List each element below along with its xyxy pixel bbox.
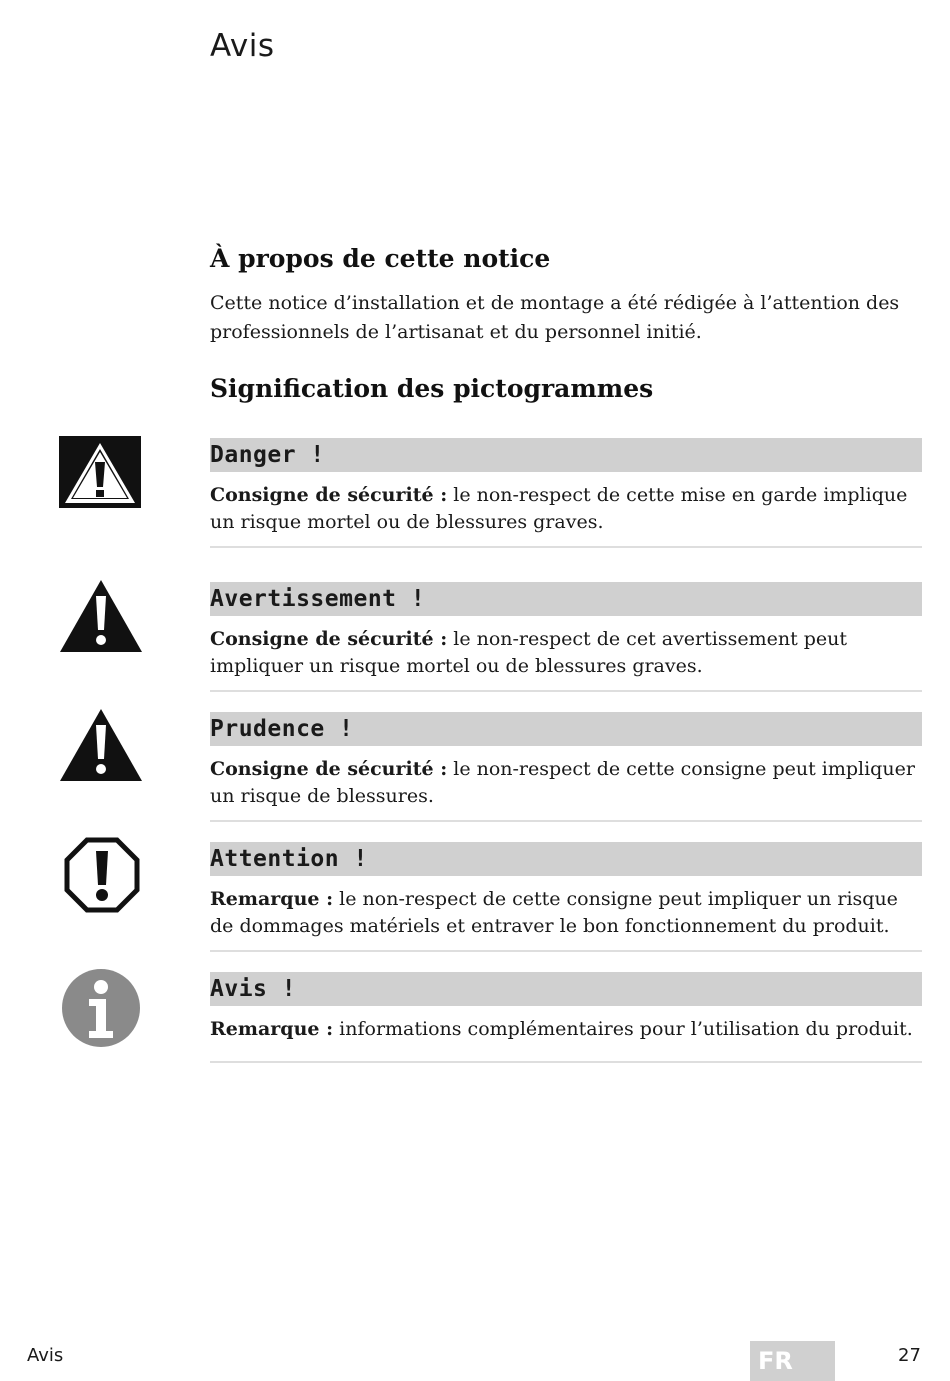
about-heading: À propos de cette notice xyxy=(210,244,551,273)
danger-warning-icon xyxy=(58,435,142,509)
notice-title-danger: Danger ! xyxy=(210,442,325,468)
page-header-title: Avis xyxy=(210,28,275,64)
info-icon xyxy=(61,968,141,1048)
warning-triangle-icon xyxy=(58,578,144,654)
footer-language-badge: FR xyxy=(750,1341,835,1381)
notice-title-caution: Prudence ! xyxy=(210,716,354,742)
notice-danger xyxy=(210,438,922,548)
notice-title-info: Avis ! xyxy=(210,976,297,1002)
notice-body-info: informations complémentaires pour l’utilisation du produit. xyxy=(333,1018,913,1040)
notice-bar-danger xyxy=(210,438,922,472)
pictograms-heading: Signification des pictogrammes xyxy=(210,374,654,403)
notice-label-warning: Consigne de sécurité : xyxy=(210,628,448,650)
footer-page-number: 27 xyxy=(898,1345,921,1366)
notice-label-attention: Remarque : xyxy=(210,888,334,910)
notice-body-attention: le non-respect de cette consigne peut impliquer un risque de dommages matériels et entraver le bon fonctionnement du produit. xyxy=(210,888,898,937)
notice-label-info: Remarque : xyxy=(210,1018,334,1040)
notice-text-caution xyxy=(210,756,922,810)
notice-bar-attention xyxy=(210,842,922,876)
notice-caution xyxy=(210,712,922,822)
notice-body-danger: le non-respect de cette mise en garde implique un risque mortel ou de blessures graves. xyxy=(210,484,908,533)
notice-text-info xyxy=(210,1016,922,1043)
notice-title-warning: Avertissement ! xyxy=(210,586,426,612)
notice-bar-caution xyxy=(210,712,922,746)
notice-info xyxy=(210,972,922,1063)
notice-bar-warning xyxy=(210,582,922,616)
notice-label-caution: Consigne de sécurité : xyxy=(210,758,448,780)
notice-warning xyxy=(210,582,922,692)
notice-body-warning: le non-respect de cet avertissement peut impliquer un risque mortel ou de blessures graves. xyxy=(210,628,848,677)
notice-body-caution: le non-respect de cette consigne peut impliquer un risque de blessures. xyxy=(210,758,915,807)
attention-octagon-icon xyxy=(64,837,140,913)
footer-section-name: Avis xyxy=(27,1345,64,1366)
notice-text-warning xyxy=(210,626,922,680)
notice-label-danger: Consigne de sécurité : xyxy=(210,484,448,506)
notice-bar-info xyxy=(210,972,922,1006)
caution-triangle-icon xyxy=(58,707,144,783)
notice-title-attention: Attention ! xyxy=(210,846,368,872)
about-text: Cette notice d’installation et de montage a été rédigée à l’attention des professionnels de l’artisanat et du personnel initié. xyxy=(210,292,900,343)
notice-attention xyxy=(210,842,922,952)
notice-text-danger xyxy=(210,482,922,536)
notice-text-attention xyxy=(210,886,922,940)
